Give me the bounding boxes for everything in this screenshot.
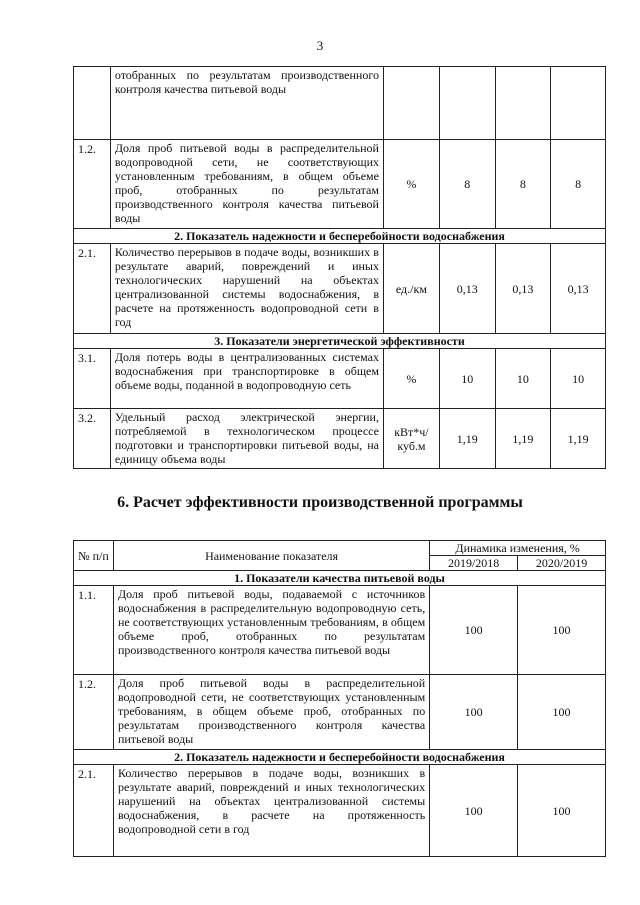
row-value: 1,19: [551, 409, 606, 469]
row-number: 1.1.: [74, 586, 114, 675]
row-unit: ед./км: [383, 244, 439, 334]
row-unit: кВт*ч/ куб.м: [383, 409, 439, 469]
section-heading: 2. Показатель надежности и бесперебойности водоснабжения: [74, 750, 606, 765]
row-value: 100: [518, 586, 606, 675]
row-value: 100: [430, 675, 518, 750]
section-row: [74, 750, 606, 765]
table-row: [74, 765, 606, 857]
section-row: [74, 229, 606, 244]
row-number: 3.2.: [74, 409, 111, 469]
row-value: 10: [495, 349, 551, 409]
row-value: [495, 67, 551, 140]
row-unit: %: [383, 140, 439, 229]
indicators-table: [73, 66, 606, 469]
section-heading: 2. Показатель надежности и бесперебойности водоснабжения: [74, 229, 606, 244]
header-col2: 2020/2019: [518, 556, 606, 571]
row-number: 2.1.: [74, 765, 114, 857]
row-value: 1,19: [495, 409, 551, 469]
row-text: Удельный расход электрической энергии, потребляемой в технологическом процессе подготовки и транспортировки питьевой воды, на единицу объема воды: [110, 409, 383, 469]
table-row: [74, 349, 606, 409]
row-text: Доля проб питьевой воды, подаваемой с источников водоснабжения в распределительную водопроводную сеть, не соответствующих установленным требованиям, в общем объеме проб, отобранных по результатам производственного контроля качества питьевой воды: [113, 586, 429, 675]
table-row: [74, 586, 606, 675]
row-number: 3.1.: [74, 349, 111, 409]
row-number: [74, 67, 111, 140]
header-dynamics: Динамика изменения, %: [430, 541, 606, 556]
section-heading: 1. Показатели качества питьевой воды: [74, 571, 606, 586]
row-value: 10: [551, 349, 606, 409]
table-row: [74, 140, 606, 229]
header-num: № п/п: [74, 541, 114, 571]
row-value: 1,19: [439, 409, 495, 469]
row-text: Доля проб питьевой воды в распределительной водопроводной сети, не соответствующих установленным требованиям, в общем объеме проб, отобранных по результатам производственного контроля качества питьевой воды: [113, 675, 429, 750]
row-text: Количество перерывов в подаче воды, возникших в результате аварий, повреждений и иных технологических нарушений на объектах централизованной системы водоснабжения, в расчете на протяженность водопроводной сети в год: [110, 244, 383, 334]
header-name: Наименование показателя: [113, 541, 429, 571]
page-number: 3: [316, 38, 324, 53]
header-row: [74, 541, 606, 556]
efficiency-table: [73, 540, 606, 857]
row-value: 0,13: [495, 244, 551, 334]
section-row: [74, 571, 606, 586]
row-text: отобранных по результатам производственного контроля качества питьевой воды: [110, 67, 383, 140]
row-number: 2.1.: [74, 244, 111, 334]
section-heading: 3. Показатели энергетической эффективности: [74, 334, 606, 349]
table-row: [74, 67, 606, 140]
row-value: 0,13: [551, 244, 606, 334]
row-value: [439, 67, 495, 140]
row-text: Доля потерь воды в централизованных системах водоснабжения при транспортировке в общем объеме воды, поданной в водопроводную сеть: [110, 349, 383, 409]
table-row: [74, 244, 606, 334]
table-row: [74, 409, 606, 469]
table-row: [74, 675, 606, 750]
row-value: 100: [430, 765, 518, 857]
row-value: 0,13: [439, 244, 495, 334]
row-value: 100: [518, 765, 606, 857]
row-text: Количество перерывов в подаче воды, возникших в результате аварий, повреждений и иных технологических нарушений на объектах централизованной системы водоснабжения, в расчете на протяженность водопроводной сети в год: [113, 765, 429, 857]
row-unit: [383, 67, 439, 140]
row-value: 8: [551, 140, 606, 229]
row-value: 8: [495, 140, 551, 229]
row-value: 100: [430, 586, 518, 675]
header-col1: 2019/2018: [430, 556, 518, 571]
row-number: 1.2.: [74, 140, 111, 229]
row-unit: %: [383, 349, 439, 409]
row-text: Доля проб питьевой воды в распределительной водопроводной сети, не соответствующих установленным требованиям, в общем объеме проб, отобранных по результатам производственного контроля качества питьевой воды: [110, 140, 383, 229]
row-value: 100: [518, 675, 606, 750]
row-value: 8: [439, 140, 495, 229]
section-row: [74, 334, 606, 349]
row-number: 1.2.: [74, 675, 114, 750]
section-title: 6. Расчет эффективности производственной программы: [117, 494, 523, 511]
row-value: 10: [439, 349, 495, 409]
row-value: [551, 67, 606, 140]
